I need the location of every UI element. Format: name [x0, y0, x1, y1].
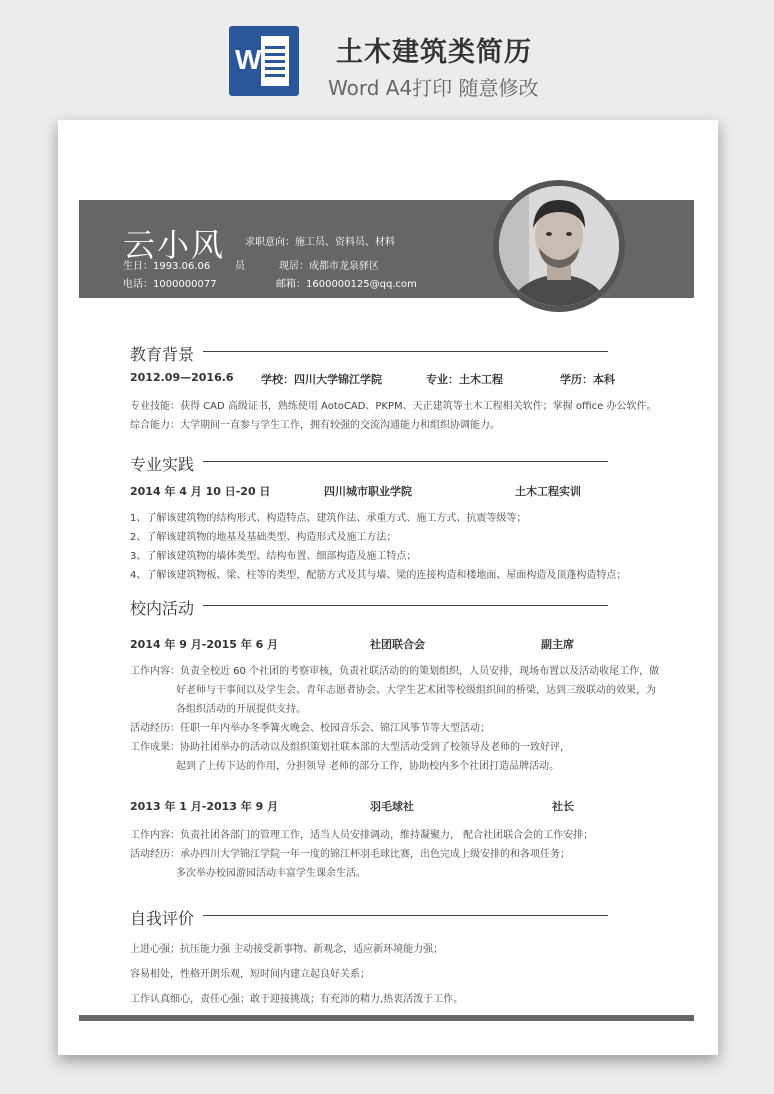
- avatar: [493, 180, 625, 312]
- banner-subtitle: Word A4打印 随意修改: [328, 76, 539, 100]
- resume-page: [58, 120, 718, 1055]
- campus2-line: 多次举办校园游园活动丰富学生课余生活。: [176, 868, 366, 879]
- portrait-image: [499, 186, 619, 306]
- campus1-period: 2014 年 9 月-2015 年 6 月: [130, 638, 279, 651]
- section-divider: [203, 605, 608, 606]
- campus1-role: 副主席: [541, 638, 574, 651]
- practice-line: 1、了解该建筑物的结构形式、构造特点、建筑作法、承重方式、施工方式、抗震等级等；: [130, 513, 527, 524]
- job-intent-cont: 员: [235, 261, 245, 272]
- job-intent: 求职意向：施工员、资料员、材料: [245, 237, 395, 248]
- campus1-line: 工作成果：协助社团举办的活动以及组织策划社联本部的大型活动受到了校领导及老师的一致好评，: [130, 742, 570, 753]
- edu-line: 综合能力：大学期间一直参与学生工作，拥有较强的交流沟通能力和组织协调能力。: [130, 420, 500, 431]
- practice-org: 四川城市职业学院: [324, 485, 412, 498]
- self-line: 上进心强；抗压能力强 主动接受新事物、新观念，适应新环境能力强；: [130, 944, 444, 955]
- campus2-line: 工作内容：负责社团各部门的管理工作，适当人员安排调动，维持凝聚力， 配合社团联合会的工作安排；: [130, 830, 594, 841]
- practice-period: 2014 年 4 月 10 日-20 日: [130, 485, 271, 498]
- footer-bar: [79, 1015, 694, 1021]
- email: 邮箱：1600000125@qq.com: [276, 279, 417, 290]
- banner-title: 土木建筑类简历: [336, 37, 532, 68]
- word-icon-letter: W: [235, 44, 262, 75]
- campus2-role: 社长: [552, 800, 574, 813]
- campus1-line: 好老师与干事间以及学生会、青年志愿者协会、大学生艺术团等校级组织间的桥梁，达到三级联动的效果，为: [176, 685, 656, 696]
- campus2-org: 羽毛球社: [370, 800, 414, 813]
- birthday: 生日：1993.06.06: [123, 261, 211, 272]
- edu-major: 专业：土木工程: [426, 373, 503, 386]
- practice-role: 土木工程实训: [515, 485, 581, 498]
- word-icon: [229, 26, 299, 96]
- campus1-org: 社团联合会: [370, 638, 425, 651]
- edu-school: 学校：四川大学锦江学院: [261, 373, 382, 386]
- campus1-line: 工作内容：负责全校近 60 个社团的考察审核，负责社联活动的的策划组织，人员安排，现场布置以及活动收尾工作，做: [130, 666, 660, 677]
- practice-line: 2、了解该建筑物的地基及基础类型、构造形式及施工方法；: [130, 532, 397, 543]
- section-title-practice: 专业实践: [130, 455, 195, 474]
- section-title-education: 教育背景: [130, 345, 195, 364]
- campus1-line: 各组织活动的开展提供支持。: [176, 704, 306, 715]
- section-title-self: 自我评价: [130, 909, 195, 928]
- practice-line: 4、了解该建筑物板、梁、柱等的类型，配筋方式及其与墙、梁的连接构造和楼地面、屋面构造及顶蓬构造特点；: [130, 570, 627, 581]
- section-divider: [203, 915, 608, 916]
- campus1-line: 活动经历：任职一年内举办冬季篝火晚会、校园音乐会、锦江风筝节等大型活动；: [130, 723, 490, 734]
- phone: 电话：1000000077: [123, 279, 217, 290]
- campus1-line: 起到了上传下达的作用，分担领导 老师的部分工作，协助校内多个社团打造品牌活动。: [176, 761, 560, 772]
- address: 现居：成都市龙泉驿区: [279, 261, 379, 272]
- section-divider: [203, 351, 608, 352]
- edu-degree: 学历：本科: [560, 373, 615, 386]
- self-line: 工作认真细心，责任心强；敢于迎接挑战；有充沛的精力,热衷活泼于工作。: [130, 994, 464, 1005]
- campus2-line: 活动经历：承办四川大学锦江学院一年一度的锦江杯羽毛球比赛，出色完成上级安排的和各项任务；: [130, 849, 570, 860]
- campus2-period: 2013 年 1 月-2013 年 9 月: [130, 800, 279, 813]
- self-line: 容易相处，性格开朗乐观，短时间内建立起良好关系；: [130, 969, 370, 980]
- edu-period: 2012.09—2016.6: [130, 371, 234, 384]
- edu-line: 专业技能：获得 CAD 高级证书，熟练使用 AotoCAD、PKPM、天正建筑等土木工程相关软件；掌握 office 办公软件。: [130, 401, 657, 412]
- section-divider: [203, 461, 608, 462]
- banner: [0, 0, 774, 112]
- practice-line: 3、了解该建筑物的墙体类型、结构布置、细部构造及施工特点；: [130, 551, 417, 562]
- candidate-name: 云小风: [123, 226, 226, 264]
- section-title-campus: 校内活动: [130, 599, 195, 618]
